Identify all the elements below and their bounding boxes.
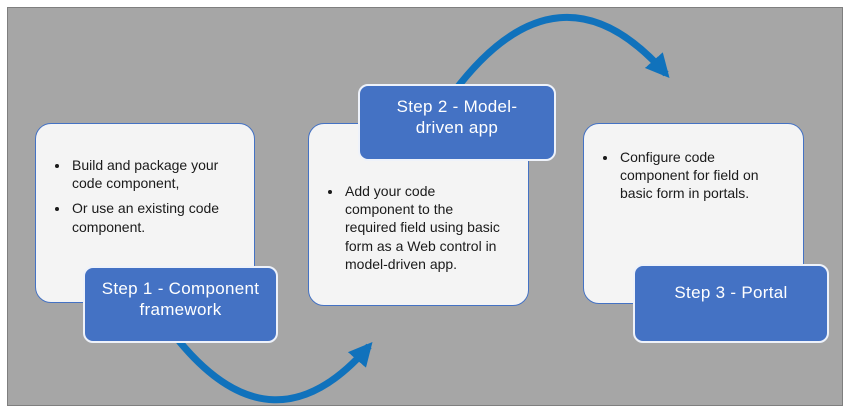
bullet-item: • Configure code component for field on basic form in portals. <box>618 148 778 203</box>
bullet-item: • Or use an existing code component. <box>70 199 230 235</box>
arrow-step1-to-step2-icon <box>179 341 369 400</box>
step2-label-text: Step 2 - Model-driven app <box>396 97 518 138</box>
step1-bullet-list <box>54 156 230 236</box>
step3-label <box>633 264 829 343</box>
bullet-item: • Add your code component to the required field using basic form as a Web control in model-driven app. <box>343 182 503 273</box>
step2-bullet-list <box>327 182 503 273</box>
bullet-item: • Build and package your code component, <box>70 156 230 192</box>
step1-label-text: Step 1 - Component framework <box>101 279 260 320</box>
arrow-step2-to-step3-icon <box>453 17 666 93</box>
step3-label-text: Step 3 - Portal <box>674 283 788 302</box>
step1-label <box>83 266 278 343</box>
step2-label <box>358 84 556 161</box>
step3-bullet-list <box>602 148 778 203</box>
diagram-panel <box>7 7 843 406</box>
